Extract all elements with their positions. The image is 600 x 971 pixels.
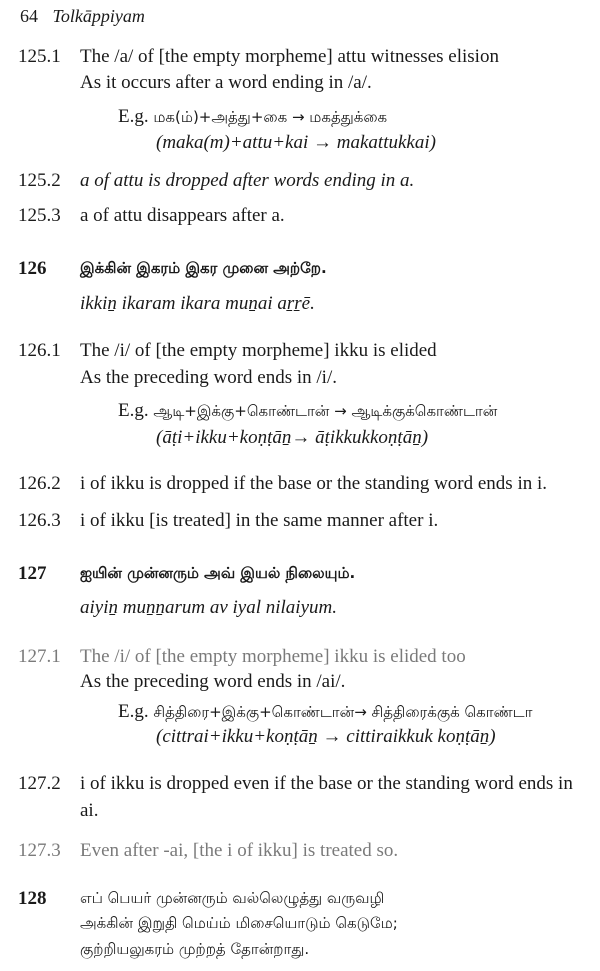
example-transliteration: (āṭi+ikku+koṇṭāṉ→ āṭikkukkoṇṭāṉ)	[156, 427, 429, 448]
sutra-tamil-line: குற்றியலுகரம் முற்றத் தோன்றாது.	[80, 940, 310, 958]
section-number: 126.1	[18, 340, 61, 361]
gloss-line: As it occurs after a word ending in /a/.	[80, 72, 372, 93]
example-label: E.g.	[118, 701, 149, 722]
gloss-line: ai.	[80, 800, 99, 821]
gloss-line: a of attu is dropped after words ending in a.	[80, 170, 415, 191]
sutra-number: 126	[18, 258, 47, 279]
gloss-line: As the preceding word ends in /ai/.	[80, 671, 346, 692]
sutra-transliteration: aiyiṉ muṉṉarum av iyal nilaiyum.	[80, 597, 337, 618]
section-number: 127.1	[18, 646, 61, 667]
example-tamil	[118, 106, 387, 128]
sutra-tamil-text: ஐயின் முன்னரும் அவ் இயல் நிலையும்.	[80, 564, 356, 582]
gloss-line: i of ikku is dropped if the base or the standing word ends in i.	[80, 473, 548, 494]
example-tamil	[118, 701, 532, 723]
sutra-number: 127	[18, 563, 47, 584]
section-number: 125.2	[18, 170, 61, 191]
section-number: 125.1	[18, 46, 61, 67]
example-tamil-text: மக(ம்)+அத்து+கை → மகத்துக்கை	[153, 108, 388, 126]
section-number: 125.3	[18, 205, 61, 226]
gloss-line: The /i/ of [the empty morpheme] ikku is elided too	[80, 646, 466, 667]
section-number: 126.2	[18, 473, 61, 494]
book-title: Tolkāppiyam	[52, 6, 145, 26]
sutra-tamil-line: அக்கின் இறுதி மெய்ம் மிசையொடும் கெடுமே;	[80, 914, 398, 932]
gloss-line: i of ikku [is treated] in the same manner after i.	[80, 510, 439, 531]
section-number: 127.2	[18, 773, 61, 794]
sutra-tamil-text: இக்கின் இகரம் இகர முனை அற்றே.	[80, 259, 327, 277]
section-number: 126.3	[18, 510, 61, 531]
example-label: E.g.	[118, 106, 149, 127]
example-tamil	[118, 400, 497, 422]
gloss-line: As the preceding word ends in /i/.	[80, 367, 337, 388]
example-label: E.g.	[118, 400, 149, 421]
gloss-line: i of ikku is dropped even if the base or the standing word ends in	[80, 773, 573, 794]
section-number: 127.3	[18, 840, 61, 861]
gloss-line: The /a/ of [the empty morpheme] attu witnesses elision	[80, 46, 499, 67]
page-number: 64	[20, 6, 38, 26]
page-header	[20, 6, 145, 27]
sutra-tamil-line: எப் பெயர் முன்னரும் வல்லெழுத்து வருவழி	[80, 889, 385, 907]
gloss-line: The /i/ of [the empty morpheme] ikku is elided	[80, 340, 437, 361]
sutra-transliteration: ikkiṉ ikaram ikara muṉai aṟṟē.	[80, 293, 315, 314]
example-transliteration: (maka(m)+attu+kai → makattukkai)	[156, 132, 436, 153]
sutra-number: 128	[18, 888, 47, 909]
gloss-line: a of attu disappears after a.	[80, 205, 285, 226]
example-tamil-text: ஆடி+இக்கு+கொண்டான் → ஆடிக்குக்கொண்டான்	[153, 402, 498, 420]
example-tamil-text: சித்திரை+இக்கு+கொண்டான்→ சித்திரைக்குக் கொண்டா	[153, 703, 533, 721]
example-transliteration: (cittrai+ikku+koṇṭāṉ → cittiraikkuk koṇṭāṉ)	[156, 726, 496, 747]
gloss-line: Even after -ai, [the i of ikku] is treated so.	[80, 840, 399, 861]
